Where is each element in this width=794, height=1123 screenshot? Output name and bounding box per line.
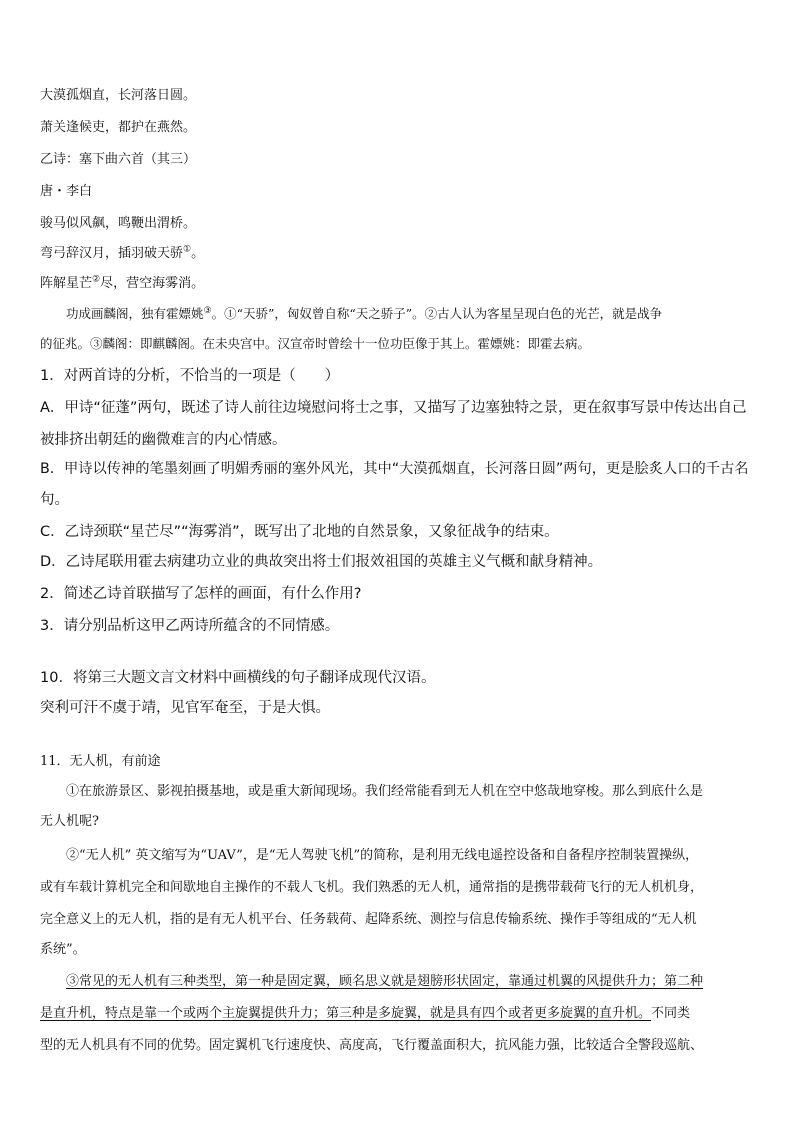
option-a-cont: 被排挤出朝廷的幽微难言的内心情感。 — [40, 432, 287, 448]
underlined-text: 是直升机，特点是靠一个或两个主旋翼提供升力；第三种是多旋翼，就是具有四个或者更多旋翼的直升机。 — [40, 1006, 652, 1021]
poem-yi-title: 乙诗：塞下曲六首（其三） — [40, 152, 197, 167]
poem-text: 弯弓辞汉月，插羽破天骄 — [40, 246, 184, 261]
question-3: 3．请分别品析这甲乙两诗所蕴含的不同情感。 — [40, 618, 340, 634]
poem-jia-line: 大漠孤烟直，长河落日圆。 — [40, 88, 197, 103]
paragraph-2: ②“无人机” 英文缩写为“UAV”，是“无人驾驶飞机”的简称，是利用无线电遥控设备和自备程序控制装置操纵， — [66, 848, 699, 863]
poem-text: 。 — [191, 246, 205, 261]
paragraph-3-underlined: ③常见的无人机有三种类型，第一种是固定翼，顾名思义就是翅膀形状固定，靠通过机翼的风提供升力；第二种 — [66, 974, 704, 989]
paragraph-text: 不同类 — [651, 1006, 691, 1021]
translation-sentence: 突利可汗不虞于靖，见官军奄至，于是大惧。 — [40, 700, 330, 716]
paragraph-3-cont: 型的无人机具有不同的优势。固定翼机飞行速度快、高度高，飞行覆盖面积大，抗风能力强，比较适合全警段巡航、 — [40, 1038, 704, 1053]
option-c: C．乙诗颈联“星芒尽”“海雾消”，既写出了北地的自然景象，又象征战争的结束。 — [40, 524, 559, 540]
option-b-cont: 句。 — [40, 492, 69, 508]
paragraph-3-cont — [40, 1002, 690, 1021]
question-1: 1．对两首诗的分析，不恰当的一项是（ ） — [40, 368, 340, 384]
footnote-marker: ③ — [203, 305, 212, 316]
question-10: 10．将第三大题文言文材料中画横线的句子翻译成现代汉语。 — [40, 670, 436, 686]
poem-jia-line: 萧关逢候吏，都护在燕然。 — [40, 120, 197, 135]
paragraph-2-cont: 完全意义上的无人机，指的是有无人机平台、任务载荷、起降系统、测控与信息传输系统、操作手等组成的“无人机 — [40, 912, 697, 927]
poem-yi-line: 骏马似风飙，鸣鞭出渭桥。 — [40, 216, 197, 231]
paragraph-1-cont: 无人机呢? — [40, 814, 99, 829]
option-d: D．乙诗尾联用霍去病建功立业的典故突出将士们报效祖国的英雄主义气概和献身精神。 — [40, 554, 603, 570]
paragraph-2-cont: 或有车载计算机完全和间歇地自主操作的不载人飞机。我们熟悉的无人机，通常指的是携带载荷飞行的无人机机身， — [40, 880, 704, 895]
poem-yi-line — [40, 272, 204, 291]
footnote-text: 。①“天骄”，匈奴曾自称“天之骄子”。②古人认为客星呈现白色的光芒，就是战争 — [211, 306, 663, 321]
paragraph-1: ①在旅游景区、影视拍摄基地，或是重大新闻现场。我们经常能看到无人机在空中悠哉地穿梭。那么到底什么是 — [66, 784, 704, 799]
poem-yi-line — [40, 242, 204, 261]
poem-yi-author: 唐・李白 — [40, 184, 93, 199]
poem-yi-line-with-notes — [66, 304, 662, 322]
footnote-text: 的征兆。③麟阁：即麒麟阁。在未央宫中。汉宣帝时曾绘十一位功臣像于其上。霍嫖姚：即霍去病。 — [40, 336, 591, 351]
poem-text: 功成画麟阁，独有霍嫖姚 — [66, 306, 204, 321]
footnote-marker: ② — [92, 274, 101, 285]
question-11-title: 11．无人机，有前途 — [40, 754, 161, 769]
question-2: 2．简述乙诗首联描写了怎样的画面，有什么作用? — [40, 586, 362, 602]
poem-text: 尽，营空海雾消。 — [100, 276, 205, 291]
poem-text: 阵解星芒 — [40, 276, 93, 291]
option-b: B．甲诗以传神的笔墨刻画了明媚秀丽的塞外风光，其中“大漠孤烟直，长河落日圆”两句，更是脍炙人口的千古名 — [40, 461, 749, 477]
footnote-marker: ① — [183, 244, 192, 255]
paragraph-2-cont: 系统”。 — [40, 942, 86, 957]
option-a: A．甲诗“征蓬”两句，既述了诗人前往边境慰问将士之事，又描写了边塞独特之景，更在叙事写景中传达出自己 — [40, 400, 747, 416]
